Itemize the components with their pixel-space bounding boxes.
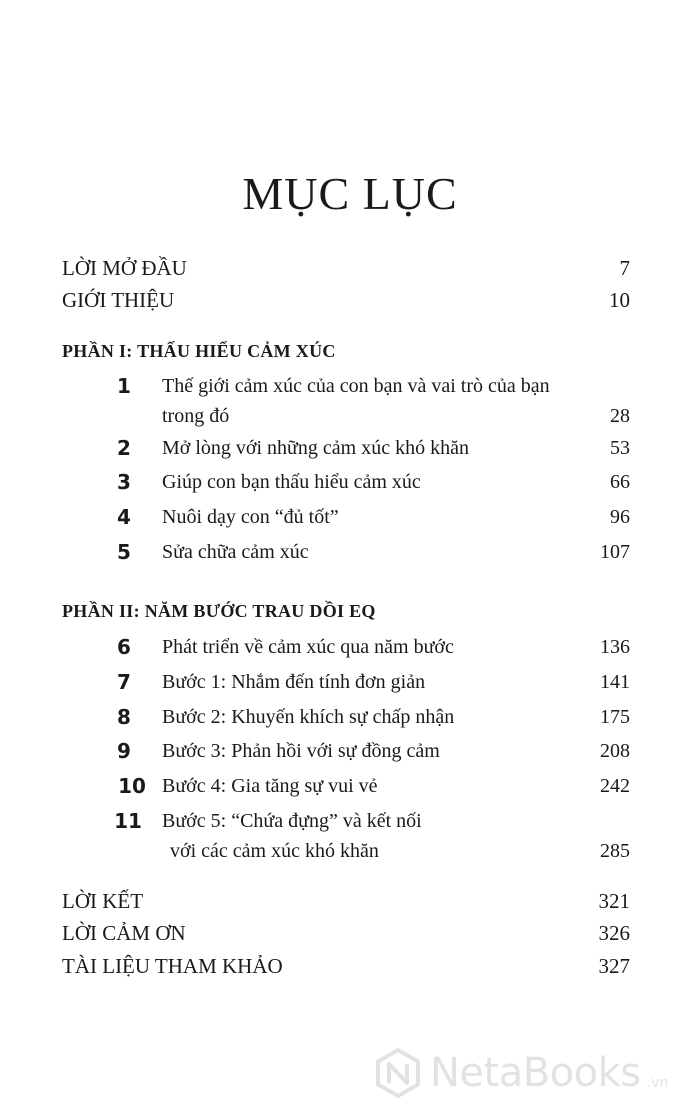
chapter-entry <box>0 632 630 662</box>
chapter-title: Bước 1: Nhắm đến tính đơn giản <box>162 671 426 693</box>
toc-entry-conclusion <box>62 886 630 916</box>
entry-label: LỜI KẾT <box>62 889 144 913</box>
chapter-number: 3 <box>117 470 131 494</box>
chapter-title: Giúp con bạn thấu hiểu cảm xúc <box>162 471 421 493</box>
chapter-entry <box>0 537 630 567</box>
chapter-page: 175 <box>600 706 630 728</box>
watermark-brand: NetaBooks <box>430 1050 641 1096</box>
netabooks-watermark <box>372 1043 668 1103</box>
netabooks-logo-icon <box>372 1047 424 1099</box>
chapter-entry <box>0 771 630 801</box>
chapter-number: 11 <box>114 809 142 833</box>
entry-label: TÀI LIỆU THAM KHẢO <box>62 954 283 978</box>
entry-label: GIỚI THIỆU <box>62 288 175 312</box>
chapter-number: 7 <box>117 670 131 694</box>
part-heading: PHẦN II: NĂM BƯỚC TRAU DỒI EQ <box>62 601 376 621</box>
toc-entry-acknowledgements <box>62 918 630 948</box>
chapter-number: 10 <box>118 774 146 798</box>
chapter-page: 285 <box>600 840 630 862</box>
page-title: MỤC LỤC <box>242 168 458 219</box>
chapter-title: Mở lòng với những cảm xúc khó khăn <box>162 437 469 459</box>
chapter-page: 53 <box>610 437 630 459</box>
chapter-entry <box>0 702 630 732</box>
chapter-entry <box>0 433 630 463</box>
chapter-number: 8 <box>117 705 131 729</box>
entry-page: 321 <box>598 889 630 913</box>
toc-entry-references <box>62 951 630 981</box>
chapter-number: 2 <box>117 436 131 460</box>
chapter-entry <box>0 502 630 532</box>
chapter-page: 141 <box>600 671 630 693</box>
entry-page: 7 <box>619 256 630 280</box>
chapter-page: 136 <box>600 636 630 658</box>
part-heading: PHẦN I: THẤU HIỂU CẢM XÚC <box>62 341 336 361</box>
chapter-title-cont: trong đó <box>162 405 230 427</box>
chapter-page: 28 <box>610 405 630 427</box>
entry-page: 326 <box>598 921 630 945</box>
chapter-title: Bước 4: Gia tăng sự vui vẻ <box>162 775 378 797</box>
chapter-title: Thế giới cảm xúc của con bạn và vai trò của bạn <box>162 375 550 397</box>
chapter-entry <box>0 806 630 862</box>
chapter-title: Sửa chữa cảm xúc <box>162 541 309 563</box>
chapter-title: Phát triển về cảm xúc qua năm bước <box>162 636 454 658</box>
chapter-page: 107 <box>600 541 630 563</box>
toc-entry-introduction <box>62 285 630 315</box>
toc-entry-preface <box>62 253 630 283</box>
chapter-page: 96 <box>610 506 630 528</box>
entry-label: LỜI CẢM ƠN <box>62 921 186 945</box>
chapter-number: 4 <box>117 505 131 529</box>
chapter-entry <box>0 736 630 766</box>
chapter-page: 208 <box>600 740 630 762</box>
entry-page: 327 <box>598 954 630 978</box>
chapter-title-cont: với các cảm xúc khó khăn <box>170 840 379 862</box>
chapter-title: Nuôi dạy con “đủ tốt” <box>162 506 339 528</box>
chapter-number: 5 <box>117 540 131 564</box>
chapter-number: 6 <box>117 635 131 659</box>
chapter-title: Bước 2: Khuyến khích sự chấp nhận <box>162 706 455 728</box>
chapter-title: Bước 3: Phản hồi với sự đồng cảm <box>162 740 440 762</box>
chapter-page: 242 <box>600 775 630 797</box>
entry-label: LỜI MỞ ĐẦU <box>62 256 187 280</box>
chapter-entry <box>0 667 630 697</box>
entry-page: 10 <box>609 288 630 312</box>
chapter-page: 66 <box>610 471 630 493</box>
chapter-entry <box>0 467 630 497</box>
chapter-title: Bước 5: “Chứa đựng” và kết nối <box>162 810 422 832</box>
chapter-entry <box>0 371 630 427</box>
watermark-suffix: .vn <box>646 1075 669 1091</box>
chapter-number: 1 <box>117 374 131 398</box>
chapter-number: 9 <box>117 739 131 763</box>
